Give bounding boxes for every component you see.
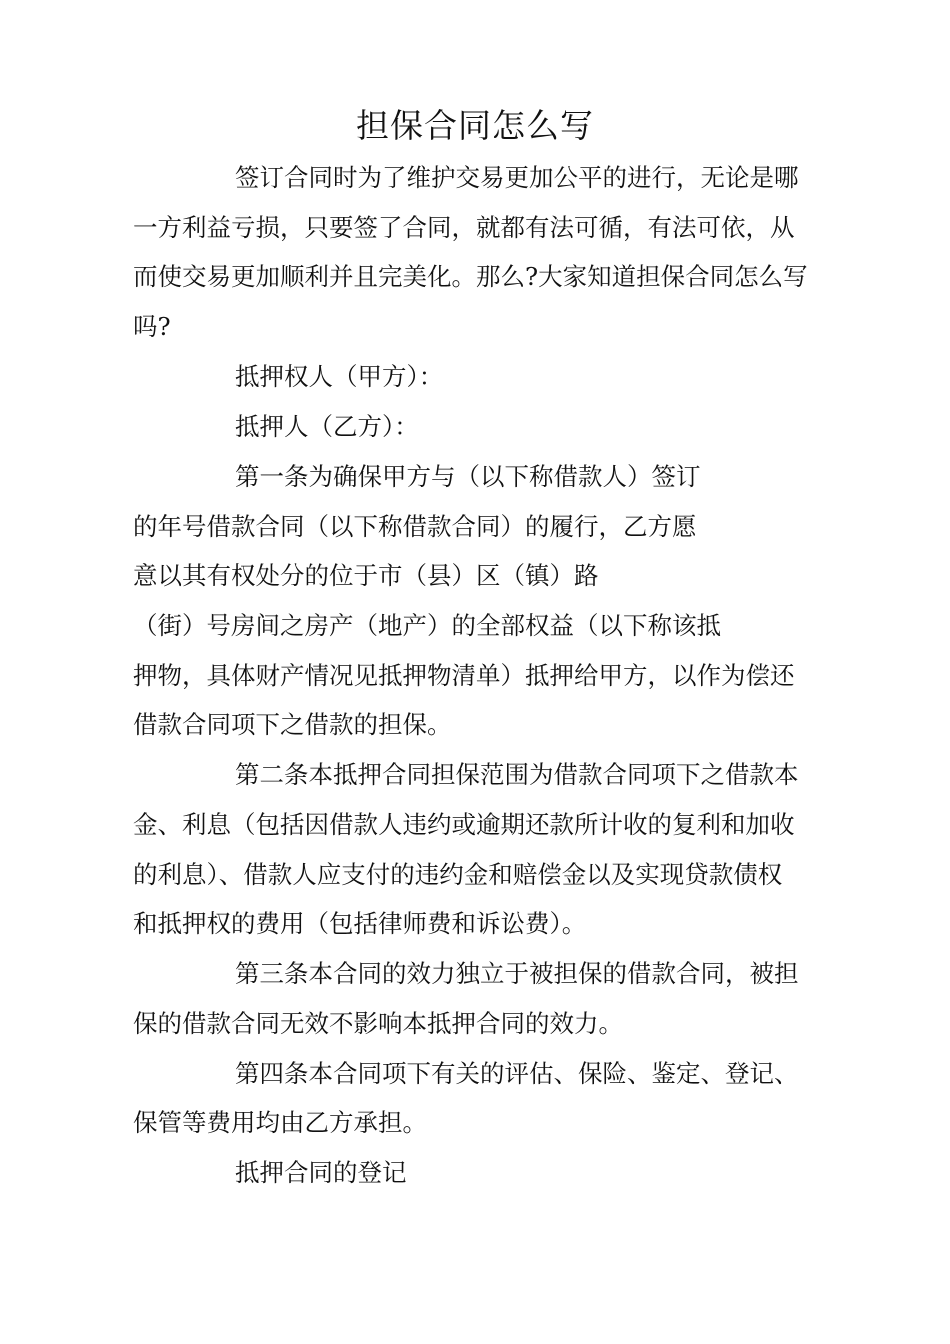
article-1-line-6: 借款合同项下之借款的担保。 <box>133 710 452 739</box>
mortgagee-line: 抵押权人（甲方）： <box>235 362 444 391</box>
article-1-line-4: （街）号房间之房产（地产）的全部权益（以下称该抵 <box>133 611 721 640</box>
article-3-line-1: 第三条本合同的效力独立于被担保的借款合同，被担 <box>235 959 799 988</box>
article-1-line-3: 意以其有权处分的位于市（县）区（镇）路 <box>133 561 599 590</box>
article-1-line-2: 的年号借款合同（以下称借款合同）的履行，乙方愿 <box>133 512 697 541</box>
registration-heading: 抵押合同的登记 <box>235 1158 407 1187</box>
document-title: 担保合同怎么写 <box>356 106 594 145</box>
intro-line-2: 一方利益亏损，只要签了合同，就都有法可循，有法可依，从 <box>133 213 795 242</box>
article-2-line-4: 和抵押权的费用（包括律师费和诉讼费）。 <box>133 909 587 938</box>
article-3-line-2: 保的借款合同无效不影响本抵押合同的效力。 <box>133 1009 623 1038</box>
article-2-line-1: 第二条本抵押合同担保范围为借款合同项下之借款本 <box>235 760 799 789</box>
intro-line-4: 吗? <box>133 312 171 341</box>
article-2-line-2: 金、利息（包括因借款人违约或逾期还款所计收的复利和加收 <box>133 810 795 839</box>
article-4-line-1: 第四条本合同项下有关的评估、保险、鉴定、登记、 <box>235 1059 799 1088</box>
article-4-line-2: 保管等费用均由乙方承担。 <box>133 1108 427 1137</box>
article-2-line-3: 的利息）、借款人应支付的违约金和赔偿金以及实现贷款债权 <box>133 860 783 889</box>
mortgagor-line: 抵押人（乙方）： <box>235 412 419 441</box>
intro-line-1: 签订合同时为了维护交易更加公平的进行，无论是哪 <box>235 163 799 192</box>
intro-line-3: 而使交易更加顺利并且完美化。那么?大家知道担保合同怎么写 <box>133 262 808 291</box>
article-1-line-1: 第一条为确保甲方与（以下称借款人）签订 <box>235 462 701 491</box>
article-1-line-5: 押物，具体财产情况见抵押物清单）抵押给甲方，以作为偿还 <box>133 661 795 690</box>
